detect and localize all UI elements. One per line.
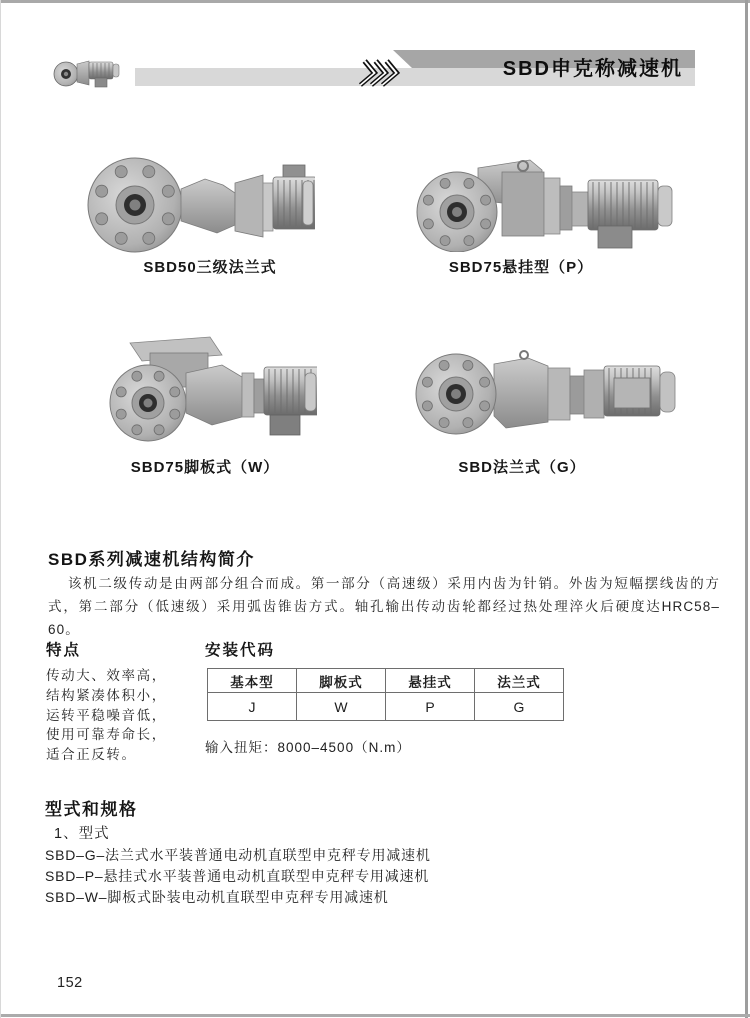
feature-item: 使用可靠寿命长， <box>46 727 167 743</box>
table-header-cell: 脚板式 <box>297 669 386 693</box>
table-value-cell: G <box>475 693 564 721</box>
table-header-row <box>208 669 564 693</box>
type-item: SBD–P–悬挂式水平装普通电动机直联型申克秤专用减速机 <box>45 868 430 884</box>
table-header-cell: 法兰式 <box>475 669 564 693</box>
product-photo-sbd50-flange <box>85 153 315 253</box>
types-subheading: 1、型式 <box>54 826 110 842</box>
triple-chevron-icon <box>356 59 398 89</box>
features-list <box>46 666 167 765</box>
table-header-cell: 基本型 <box>208 669 297 693</box>
product-caption: SBD75脚板式（W） <box>130 459 280 476</box>
page-edge-bottom <box>0 1014 750 1017</box>
intro-heading: SBD系列减速机结构简介 <box>48 550 255 569</box>
table-value-cell: P <box>386 693 475 721</box>
install-code-table <box>207 668 564 721</box>
product-caption: SBD法兰式（G） <box>458 459 586 476</box>
product-caption: SBD75悬挂型（P） <box>448 259 594 276</box>
type-item: SBD–G–法兰式水平装普通电动机直联型申克秤专用减速机 <box>45 847 431 863</box>
types-heading: 型式和规格 <box>45 800 138 819</box>
product-photo-sbd-flange-g <box>408 342 686 438</box>
features-heading: 特点 <box>46 642 82 659</box>
feature-item: 传动大、效率高， <box>46 668 167 683</box>
product-photo-sbd75-foot <box>92 333 317 445</box>
feature-item: 结构紧凑体积小， <box>46 687 167 703</box>
table-value-cell: W <box>297 693 386 721</box>
torque-note: 输入扭矩：8000–4500（N.m） <box>205 740 411 755</box>
table-value-row <box>208 693 564 721</box>
page-title: SBD申克称减速机 <box>502 58 683 80</box>
intro-paragraph: 该机二级传动是由两部分组合而成。第一部分（高速级）采用内齿为针销。外齿为短幅摆线齿的方式，第二部分（低速级）采用弧齿锥齿方式。轴孔输出传动齿轮都经过热处理淬火后硬度达HRC58–60。 <box>48 576 720 637</box>
gear-reducer-thumbnail-icon <box>53 49 123 91</box>
table-header-cell: 悬挂式 <box>386 669 475 693</box>
product-caption: SBD50三级法兰式 <box>143 259 277 276</box>
feature-item: 运转平稳噪音低， <box>46 707 167 723</box>
table-value-cell: J <box>208 693 297 721</box>
product-photo-sbd75-suspended <box>412 150 697 252</box>
page-edge-top <box>0 0 750 3</box>
type-item: SBD–W–脚板式卧装电动机直联型申克秤专用减速机 <box>45 889 389 905</box>
feature-item: 适合正反转。 <box>46 747 137 763</box>
page-edge-left <box>0 0 1 1018</box>
page-number: 152 <box>57 975 83 991</box>
install-code-heading: 安装代码 <box>205 642 276 659</box>
page-edge-right <box>745 0 748 1018</box>
